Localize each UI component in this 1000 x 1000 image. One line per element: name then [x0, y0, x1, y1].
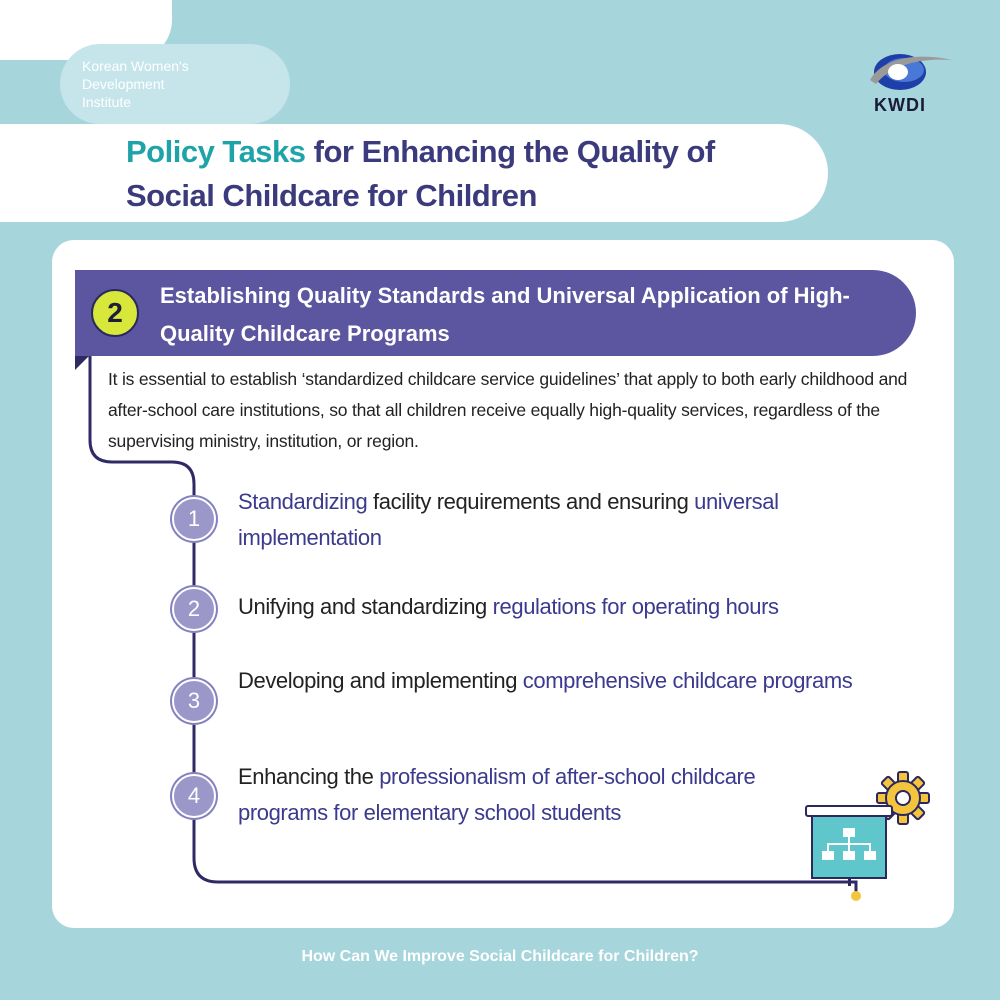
step-2-highlight: regulations for operating hours — [492, 594, 779, 619]
footer-caption: How Can We Improve Social Childcare for Children? — [301, 948, 699, 965]
title-rest: for Enhancing the Quality of Social Childcare for Children — [126, 134, 715, 213]
step-4-text — [238, 759, 798, 831]
step-3-plain: Developing and implementing — [238, 668, 523, 693]
section-number-badge: 2 — [91, 289, 139, 337]
step-1-highlight-a: Standardizing — [238, 489, 368, 514]
step-4-highlight: professionalism of after-school childcare programs for elementary school students — [238, 764, 756, 825]
banner-fold — [75, 356, 89, 370]
step-2-number: 2 — [172, 587, 216, 631]
step-3-highlight: comprehensive childcare programs — [522, 668, 853, 693]
step-1-highlight-b: universal implementation — [238, 489, 779, 550]
section-title: Establishing Quality Standards and Universal Application of High-Quality Childcare Programs — [160, 283, 850, 346]
step-2-text — [238, 589, 858, 625]
page-title — [126, 130, 806, 218]
step-2-plain: Unifying and standardizing — [238, 594, 493, 619]
step-4-number: 4 — [172, 774, 216, 818]
org-name: Korean Women's Development Institute — [82, 58, 189, 110]
step-3-number: 3 — [172, 679, 216, 723]
step-3-text — [238, 663, 858, 699]
title-accent: Policy Tasks — [126, 134, 306, 169]
step-1-text — [238, 484, 858, 556]
logo-text: KWDI — [874, 95, 926, 115]
step-1-plain: facility requirements and ensuring — [367, 489, 695, 514]
section-description: It is essential to establish ‘standardized childcare service guidelines’ that apply to both early childhood and after-school care institutions, so that all children receive equally high-quality services, regardless of the supervising ministry, institution, or region. — [108, 369, 908, 451]
step-4-plain: Enhancing the — [238, 764, 380, 789]
presentation-board-gear-icon — [800, 770, 940, 910]
step-1-number: 1 — [172, 497, 216, 541]
